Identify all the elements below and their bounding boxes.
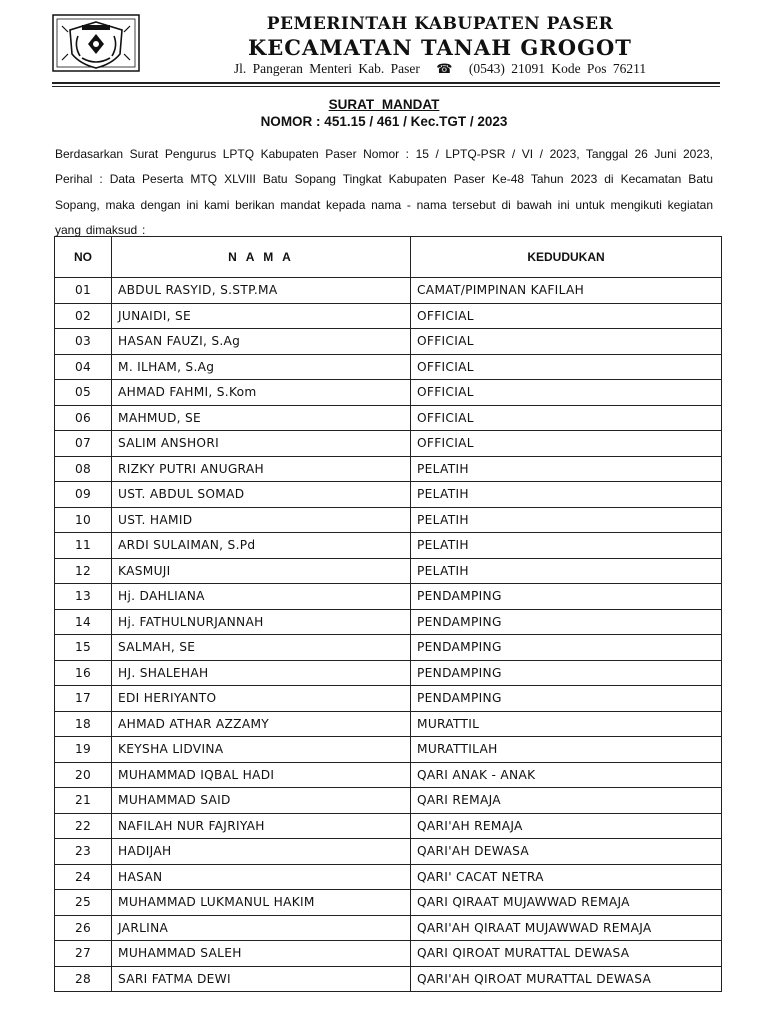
- cell-nama: HASAN FAUZI, S.Ag: [112, 329, 411, 355]
- cell-no: 28: [55, 966, 112, 992]
- intro-paragraph: Berdasarkan Surat Pengurus LPTQ Kabupaten Paser Nomor : 15 / LPTQ-PSR / VI / 2023, Tanggal 26 Juni 2023, Perihal : Data Peserta MTQ XLVIII Batu Sopang Tingkat Kabupaten Paser Ke-48 Tahun 2023 di Kecamatan Batu Sopang, maka dengan ini kami berikan mandat kepada nama - nama tersebut di bawah ini untuk mengikuti kegiatan yang dimaksud :: [55, 147, 713, 237]
- cell-nama: RIZKY PUTRI ANUGRAH: [112, 456, 411, 482]
- cell-kedudukan: PENDAMPING: [411, 609, 722, 635]
- table-row: [55, 635, 722, 661]
- table-row: [55, 762, 722, 788]
- cell-no: 21: [55, 788, 112, 814]
- cell-kedudukan: MURATTIL: [411, 711, 722, 737]
- letterhead-divider-thick: [52, 82, 720, 84]
- cell-nama: SARI FATMA DEWI: [112, 966, 411, 992]
- table-row: [55, 482, 722, 508]
- table-body: [55, 278, 722, 992]
- cell-kedudukan: PELATIH: [411, 456, 722, 482]
- cell-nama: Hj. FATHULNURJANNAH: [112, 609, 411, 635]
- cell-no: 12: [55, 558, 112, 584]
- cell-kedudukan: QARI'AH REMAJA: [411, 813, 722, 839]
- cell-nama: NAFILAH NUR FAJRIYAH: [112, 813, 411, 839]
- cell-no: 25: [55, 890, 112, 916]
- table-row: [55, 890, 722, 916]
- cell-no: 05: [55, 380, 112, 406]
- table-row: [55, 380, 722, 406]
- table-row: [55, 660, 722, 686]
- cell-no: 09: [55, 482, 112, 508]
- cell-no: 23: [55, 839, 112, 865]
- cell-kedudukan: QARI QIRAAT MUJAWWAD REMAJA: [411, 890, 722, 916]
- cell-nama: HADIJAH: [112, 839, 411, 865]
- letterhead-divider-thin: [52, 86, 720, 87]
- table-row: [55, 839, 722, 865]
- cell-kedudukan: OFFICIAL: [411, 405, 722, 431]
- cell-nama: JUNAIDI, SE: [112, 303, 411, 329]
- cell-nama: HJ. SHALEHAH: [112, 660, 411, 686]
- table-row: [55, 609, 722, 635]
- cell-no: 19: [55, 737, 112, 763]
- cell-kedudukan: OFFICIAL: [411, 380, 722, 406]
- cell-kedudukan: QARI QIROAT MURATTAL DEWASA: [411, 941, 722, 967]
- cell-no: 02: [55, 303, 112, 329]
- cell-nama: AHMAD FAHMI, S.Kom: [112, 380, 411, 406]
- table-row: [55, 507, 722, 533]
- cell-kedudukan: PENDAMPING: [411, 635, 722, 661]
- cell-nama: KEYSHA LIDVINA: [112, 737, 411, 763]
- table-row: [55, 788, 722, 814]
- table-row: [55, 303, 722, 329]
- cell-no: 01: [55, 278, 112, 304]
- cell-kedudukan: QARI REMAJA: [411, 788, 722, 814]
- cell-kedudukan: PELATIH: [411, 507, 722, 533]
- cell-nama: ABDUL RASYID, S.STP.MA: [112, 278, 411, 304]
- table-row: [55, 405, 722, 431]
- letterhead-district: KECAMATAN TANAH GROGOT: [248, 35, 632, 60]
- cell-nama: MUHAMMAD IQBAL HADI: [112, 762, 411, 788]
- table-row: [55, 864, 722, 890]
- cell-no: 06: [55, 405, 112, 431]
- cell-no: 11: [55, 533, 112, 559]
- cell-nama: ARDI SULAIMAN, S.Pd: [112, 533, 411, 559]
- delegation-table: [54, 236, 722, 992]
- document-title: SURAT MANDAT: [328, 97, 440, 112]
- cell-no: 26: [55, 915, 112, 941]
- cell-no: 27: [55, 941, 112, 967]
- cell-nama: EDI HERIYANTO: [112, 686, 411, 712]
- table-row: [55, 711, 722, 737]
- cell-no: 22: [55, 813, 112, 839]
- cell-kedudukan: PELATIH: [411, 533, 722, 559]
- cell-kedudukan: OFFICIAL: [411, 431, 722, 457]
- cell-nama: Hj. DAHLIANA: [112, 584, 411, 610]
- cell-kedudukan: PENDAMPING: [411, 584, 722, 610]
- cell-kedudukan: MURATTILAH: [411, 737, 722, 763]
- cell-kedudukan: PELATIH: [411, 482, 722, 508]
- cell-no: 07: [55, 431, 112, 457]
- table-row: [55, 456, 722, 482]
- cell-nama: HASAN: [112, 864, 411, 890]
- table-row: [55, 686, 722, 712]
- table-row: [55, 431, 722, 457]
- table-row: [55, 278, 722, 304]
- cell-kedudukan: PENDAMPING: [411, 660, 722, 686]
- cell-nama: MUHAMMAD LUKMANUL HAKIM: [112, 890, 411, 916]
- header-kedudukan: KEDUDUKAN: [411, 237, 722, 278]
- table-header-row: [55, 237, 722, 278]
- table-row: [55, 329, 722, 355]
- cell-no: 18: [55, 711, 112, 737]
- cell-nama: UST. HAMID: [112, 507, 411, 533]
- document-number: NOMOR : 451.15 / 461 / Kec.TGT / 2023: [260, 114, 508, 129]
- cell-nama: AHMAD ATHAR AZZAMY: [112, 711, 411, 737]
- table-row: [55, 813, 722, 839]
- cell-no: 16: [55, 660, 112, 686]
- table-row: [55, 941, 722, 967]
- cell-kedudukan: CAMAT/PIMPINAN KAFILAH: [411, 278, 722, 304]
- cell-nama: MAHMUD, SE: [112, 405, 411, 431]
- cell-no: 10: [55, 507, 112, 533]
- cell-nama: MUHAMMAD SALEH: [112, 941, 411, 967]
- cell-no: 08: [55, 456, 112, 482]
- cell-kedudukan: OFFICIAL: [411, 303, 722, 329]
- cell-nama: KASMUJI: [112, 558, 411, 584]
- cell-nama: JARLINA: [112, 915, 411, 941]
- cell-no: 17: [55, 686, 112, 712]
- telephone-icon: ☎: [436, 61, 453, 76]
- cell-kedudukan: OFFICIAL: [411, 329, 722, 355]
- table-row: [55, 584, 722, 610]
- letterhead-address-line: [150, 61, 730, 77]
- cell-kedudukan: QARI ANAK - ANAK: [411, 762, 722, 788]
- cell-nama: SALIM ANSHORI: [112, 431, 411, 457]
- cell-nama: M. ILHAM, S.Ag: [112, 354, 411, 380]
- cell-kedudukan: QARI' CACAT NETRA: [411, 864, 722, 890]
- letterhead-government: PEMERINTAH KABUPATEN PASER: [266, 14, 614, 34]
- cell-no: 20: [55, 762, 112, 788]
- regency-coat-of-arms-icon: [52, 14, 140, 72]
- cell-kedudukan: QARI'AH QIRAAT MUJAWWAD REMAJA: [411, 915, 722, 941]
- header-no: NO: [55, 237, 112, 278]
- cell-no: 14: [55, 609, 112, 635]
- table-row: [55, 558, 722, 584]
- cell-kedudukan: OFFICIAL: [411, 354, 722, 380]
- table-row: [55, 354, 722, 380]
- cell-kedudukan: QARI'AH DEWASA: [411, 839, 722, 865]
- cell-nama: MUHAMMAD SAID: [112, 788, 411, 814]
- table-row: [55, 737, 722, 763]
- letterhead-phone: (0543) 21091 Kode Pos 76211: [468, 61, 647, 76]
- cell-no: 13: [55, 584, 112, 610]
- cell-kedudukan: QARI'AH QIROAT MURATTAL DEWASA: [411, 966, 722, 992]
- letterhead-address: Jl. Pangeran Menteri Kab. Paser: [233, 61, 420, 76]
- cell-nama: SALMAH, SE: [112, 635, 411, 661]
- cell-no: 24: [55, 864, 112, 890]
- cell-kedudukan: PELATIH: [411, 558, 722, 584]
- cell-no: 15: [55, 635, 112, 661]
- cell-no: 03: [55, 329, 112, 355]
- cell-kedudukan: PENDAMPING: [411, 686, 722, 712]
- table-row: [55, 966, 722, 992]
- header-nama: N A M A: [112, 237, 411, 278]
- cell-no: 04: [55, 354, 112, 380]
- table-row: [55, 915, 722, 941]
- cell-nama: UST. ABDUL SOMAD: [112, 482, 411, 508]
- table-row: [55, 533, 722, 559]
